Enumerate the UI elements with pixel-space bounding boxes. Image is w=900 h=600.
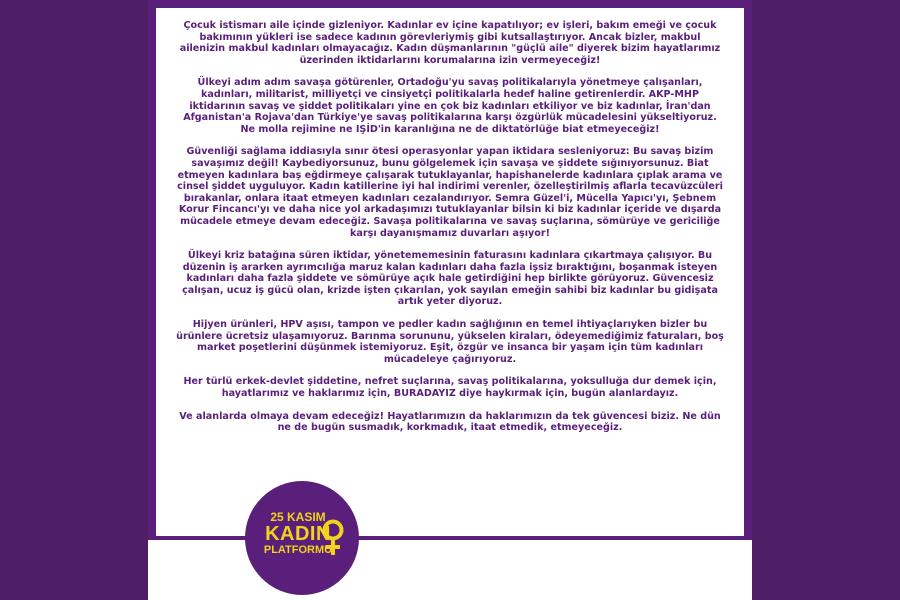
- logo-line-2: KADIN: [265, 523, 331, 545]
- paragraph-5: Hijyen ürünleri, HPV aşısı, tampon ve pedler kadın sağlığının en temel ihtiyaçlarıyken bizler bu ürünlere ücretsiz ulaşamıyoruz. Barınma sorununu, yükselen kiraları, ödeyemediğimiz faturaları, boş market poşetlerini düşünmek istemiyoruz. Eşit, özgür ve insanca bir yaşam için tüm kadınları mücadeleye çağırıyoruz.: [176, 319, 724, 365]
- right-background-band: [752, 0, 900, 600]
- statement-frame: [148, 0, 752, 540]
- paragraph-6: Her türlü erkek-devlet şiddetine, nefret suçlarına, savaş politikalarına, yoksulluğa dur demek için, hayatlarımız ve haklarımız için, BURADAYIZ diye haykırmak için, bugün alanlardayız.: [183, 376, 717, 400]
- statement-text: [176, 20, 724, 445]
- paragraph-3: Güvenliği sağlama iddiasıyla sınır ötesi operasyonlar yapan iktidara sesleniyoruz: Bu savaş bizim savaşımız değil! Kaybediyorsunuz, bunu gölgelemek için savaşa ve şiddete sığınıyorsunuz. Biat etmeyen kadınlara baş eğdirmeye çalışarak tutuklayanlar, hapishanelerde kadınlara çıplak arama ve cinsel şiddet uyguluyor. Kadın katillerine iyi hal indirimi verenler, özelleştirilmiş aflarla tecavüzcüleri bırakanlar, onlara itaat etmeyen kadınları cezalandırıyor. Semra Güzel'i, Mücella Yapıcı'yı, Şebnem Korur Fincancı'yı ve daha nice yol arkadaşımızı tutuklayanlar bilsin ki biz kadınlar içeride ve dışarda mücadele etmeye devam edeceğiz. Savaşa politikalarına ve savaş suçlarına, sömürüye ve gericiliğe karşı dayanışmamız duvarları aşıyor!: [177, 146, 723, 239]
- statement-card: [156, 8, 744, 536]
- left-background-band: [0, 0, 148, 600]
- paragraph-7: Ve alanlarda olmaya devam edeceğiz! Hayatlarımızın da haklarımızın da tek güvencesi biziz. Ne dün ne de bugün susmadık, korkmadık, itaat etmedik, etmeyeceğiz.: [179, 410, 721, 434]
- bottom-white-area: [148, 540, 752, 600]
- logo-line-1: 25 KASIM: [270, 510, 326, 524]
- platform-logo: [245, 481, 359, 595]
- paragraph-4: Ülkeyi kriz batağına süren iktidar, yönetememesinin faturasını kadınlara çıkartmaya çalışıyor. Bu düzenin iş ararken ayrımcılığa maruz kalan kadınları daha fazla işsiz bıraktığını, boşanmak isteyen kadınları daha fazla şiddete ve sömürüye açık hale getirdiğini hep birlikte görüyoruz. Güvencesiz çalışan, ucuz iş gücü olan, krizde işten çıkarılan, yok sayılan emeğin sahibi biz kadınlar bu gidişata artık yeter diyoruz.: [182, 250, 718, 308]
- venus-icon: [321, 519, 345, 557]
- paragraph-1: Çocuk istismarı aile içinde gizleniyor. Kadınlar ev içine kapatılıyor; ev işleri, bakım emeği ve çocuk bakımının yükleri ise sadece kadının görevleriymiş gibi kutsallaştırıyor. Ancak bizler, makbul ailenizin makbul kadınları olmayacağız. Kadın düşmanlarının "güçlü aile" diyerek bizim hayatlarımız üzerinden iktidarlarını korumalarına izin vermeyeceğiz!: [179, 20, 721, 66]
- logo-line-3: PLATFORMU: [263, 544, 333, 556]
- paragraph-2: Ülkeyi adım adım savaşa götürenler, Ortadoğu'yu savaş politikalarıyla yönetmeye çalışanları, kadınları, militarist, milliyetçi ve cinsiyetçi politikalarla hedef haline getirenlerdir. AKP-MHP iktidarının savaş ve şiddet politikaları yine en çok biz kadınları etkiliyor ve biz kadınlar, İran'dan Afganistan'a Rojava'dan Türkiye'ye savaş politikalarına karşı özgürlük mücadelesini yükseltiyoruz. Ne molla rejimine ne IŞİD'in karanlığına ne de diktatörlüğe biat etmeyeceğiz!: [183, 77, 717, 135]
